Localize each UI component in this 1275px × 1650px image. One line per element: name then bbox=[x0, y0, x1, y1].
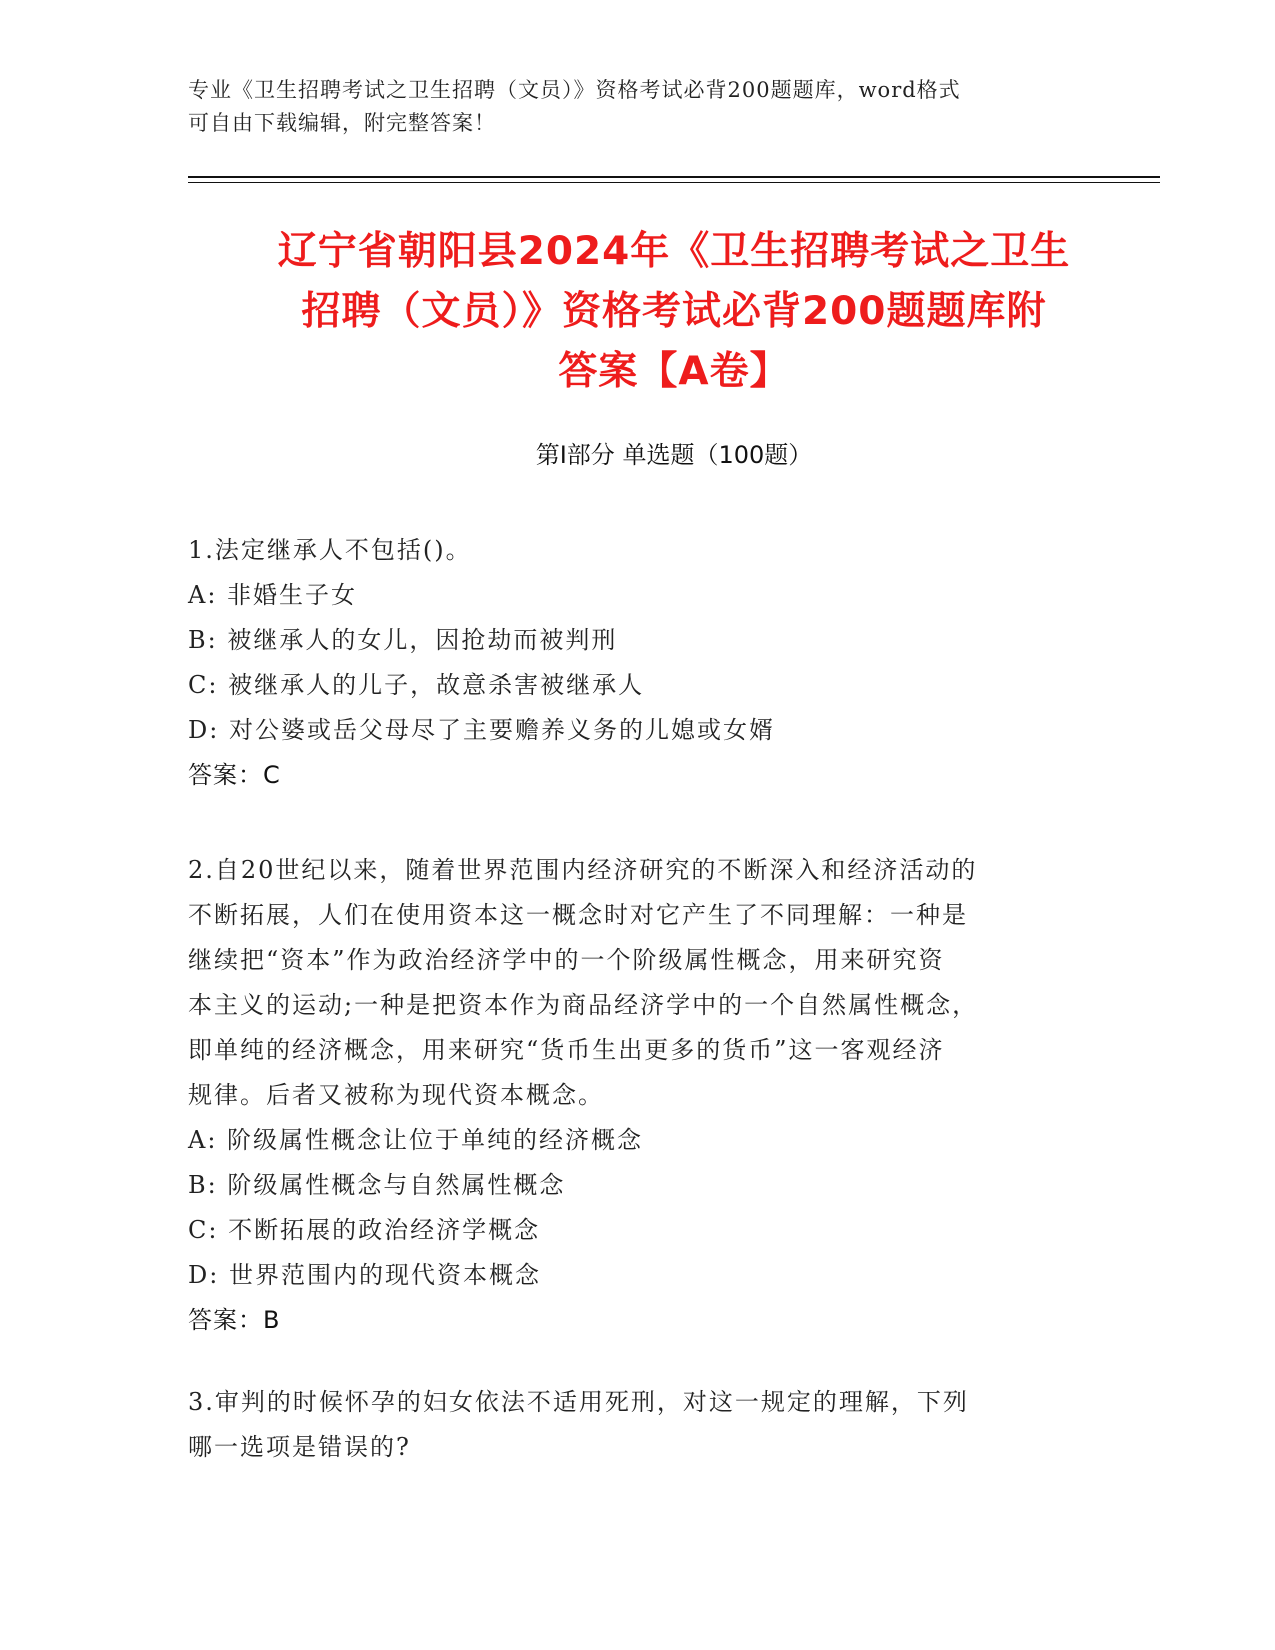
header-divider bbox=[188, 182, 1160, 183]
document-title-line: 辽宁省朝阳县2024年《卫生招聘考试之卫生 bbox=[277, 229, 1071, 274]
question-stem-line: 2.自20世纪以来，随着世界范围内经济研究的不断深入和经济活动的 bbox=[188, 856, 978, 884]
question-2 bbox=[188, 848, 1088, 1343]
question-stem-line: 本主义的运动;一种是把资本作为商品经济学中的一个自然属性概念， bbox=[188, 991, 979, 1019]
question-stem-line: 不断拓展，人们在使用资本这一概念时对它产生了不同理解：一种是 bbox=[188, 901, 968, 929]
header-note bbox=[188, 74, 1088, 140]
option-d: D: 世界范围内的现代资本概念 bbox=[188, 1261, 541, 1289]
document-title-line: 答案【A卷】 bbox=[558, 349, 790, 394]
document-title bbox=[188, 222, 1160, 402]
option-c: C: 不断拓展的政治经济学概念 bbox=[188, 1216, 541, 1244]
option-d: D: 对公婆或岳父母尽了主要赡养义务的儿媳或女婿 bbox=[188, 716, 775, 744]
option-a: A: 阶级属性概念让位于单纯的经济概念 bbox=[188, 1126, 644, 1154]
option-b: B: 阶级属性概念与自然属性概念 bbox=[188, 1171, 566, 1199]
question-1 bbox=[188, 528, 1088, 798]
option-a: A: 非婚生子女 bbox=[188, 581, 358, 609]
answer-label: 答案：B bbox=[188, 1306, 281, 1334]
question-stem-line: 即单纯的经济概念，用来研究“货币生出更多的货币”这一客观经济 bbox=[188, 1036, 945, 1064]
option-c: C: 被继承人的儿子，故意杀害被继承人 bbox=[188, 671, 645, 699]
answer-label: 答案：C bbox=[188, 761, 281, 789]
document-title-line: 招聘（文员）》资格考试必背200题题库附 bbox=[301, 289, 1047, 334]
header-note-line: 专业《卫生招聘考试之卫生招聘（文员）》资格考试必背200题题库，word格式 bbox=[188, 78, 961, 102]
question-3 bbox=[188, 1380, 1088, 1470]
question-stem-line: 继续把“资本”作为政治经济学中的一个阶级属性概念，用来研究资 bbox=[188, 946, 945, 974]
question-stem-line: 规律。后者又被称为现代资本概念。 bbox=[188, 1081, 604, 1109]
header-note-line: 可自由下载编辑，附完整答案！ bbox=[188, 111, 496, 135]
question-stem-line: 哪一选项是错误的? bbox=[188, 1433, 411, 1461]
option-b: B: 被继承人的女儿，因抢劫而被判刑 bbox=[188, 626, 618, 654]
question-stem-line: 3.审判的时候怀孕的妇女依法不适用死刑，对这一规定的理解，下列 bbox=[188, 1388, 969, 1416]
section-heading: 第Ⅰ部分 单选题（100题） bbox=[535, 441, 813, 469]
header-divider bbox=[188, 176, 1160, 178]
question-stem: 1.法定继承人不包括()。 bbox=[188, 536, 472, 564]
